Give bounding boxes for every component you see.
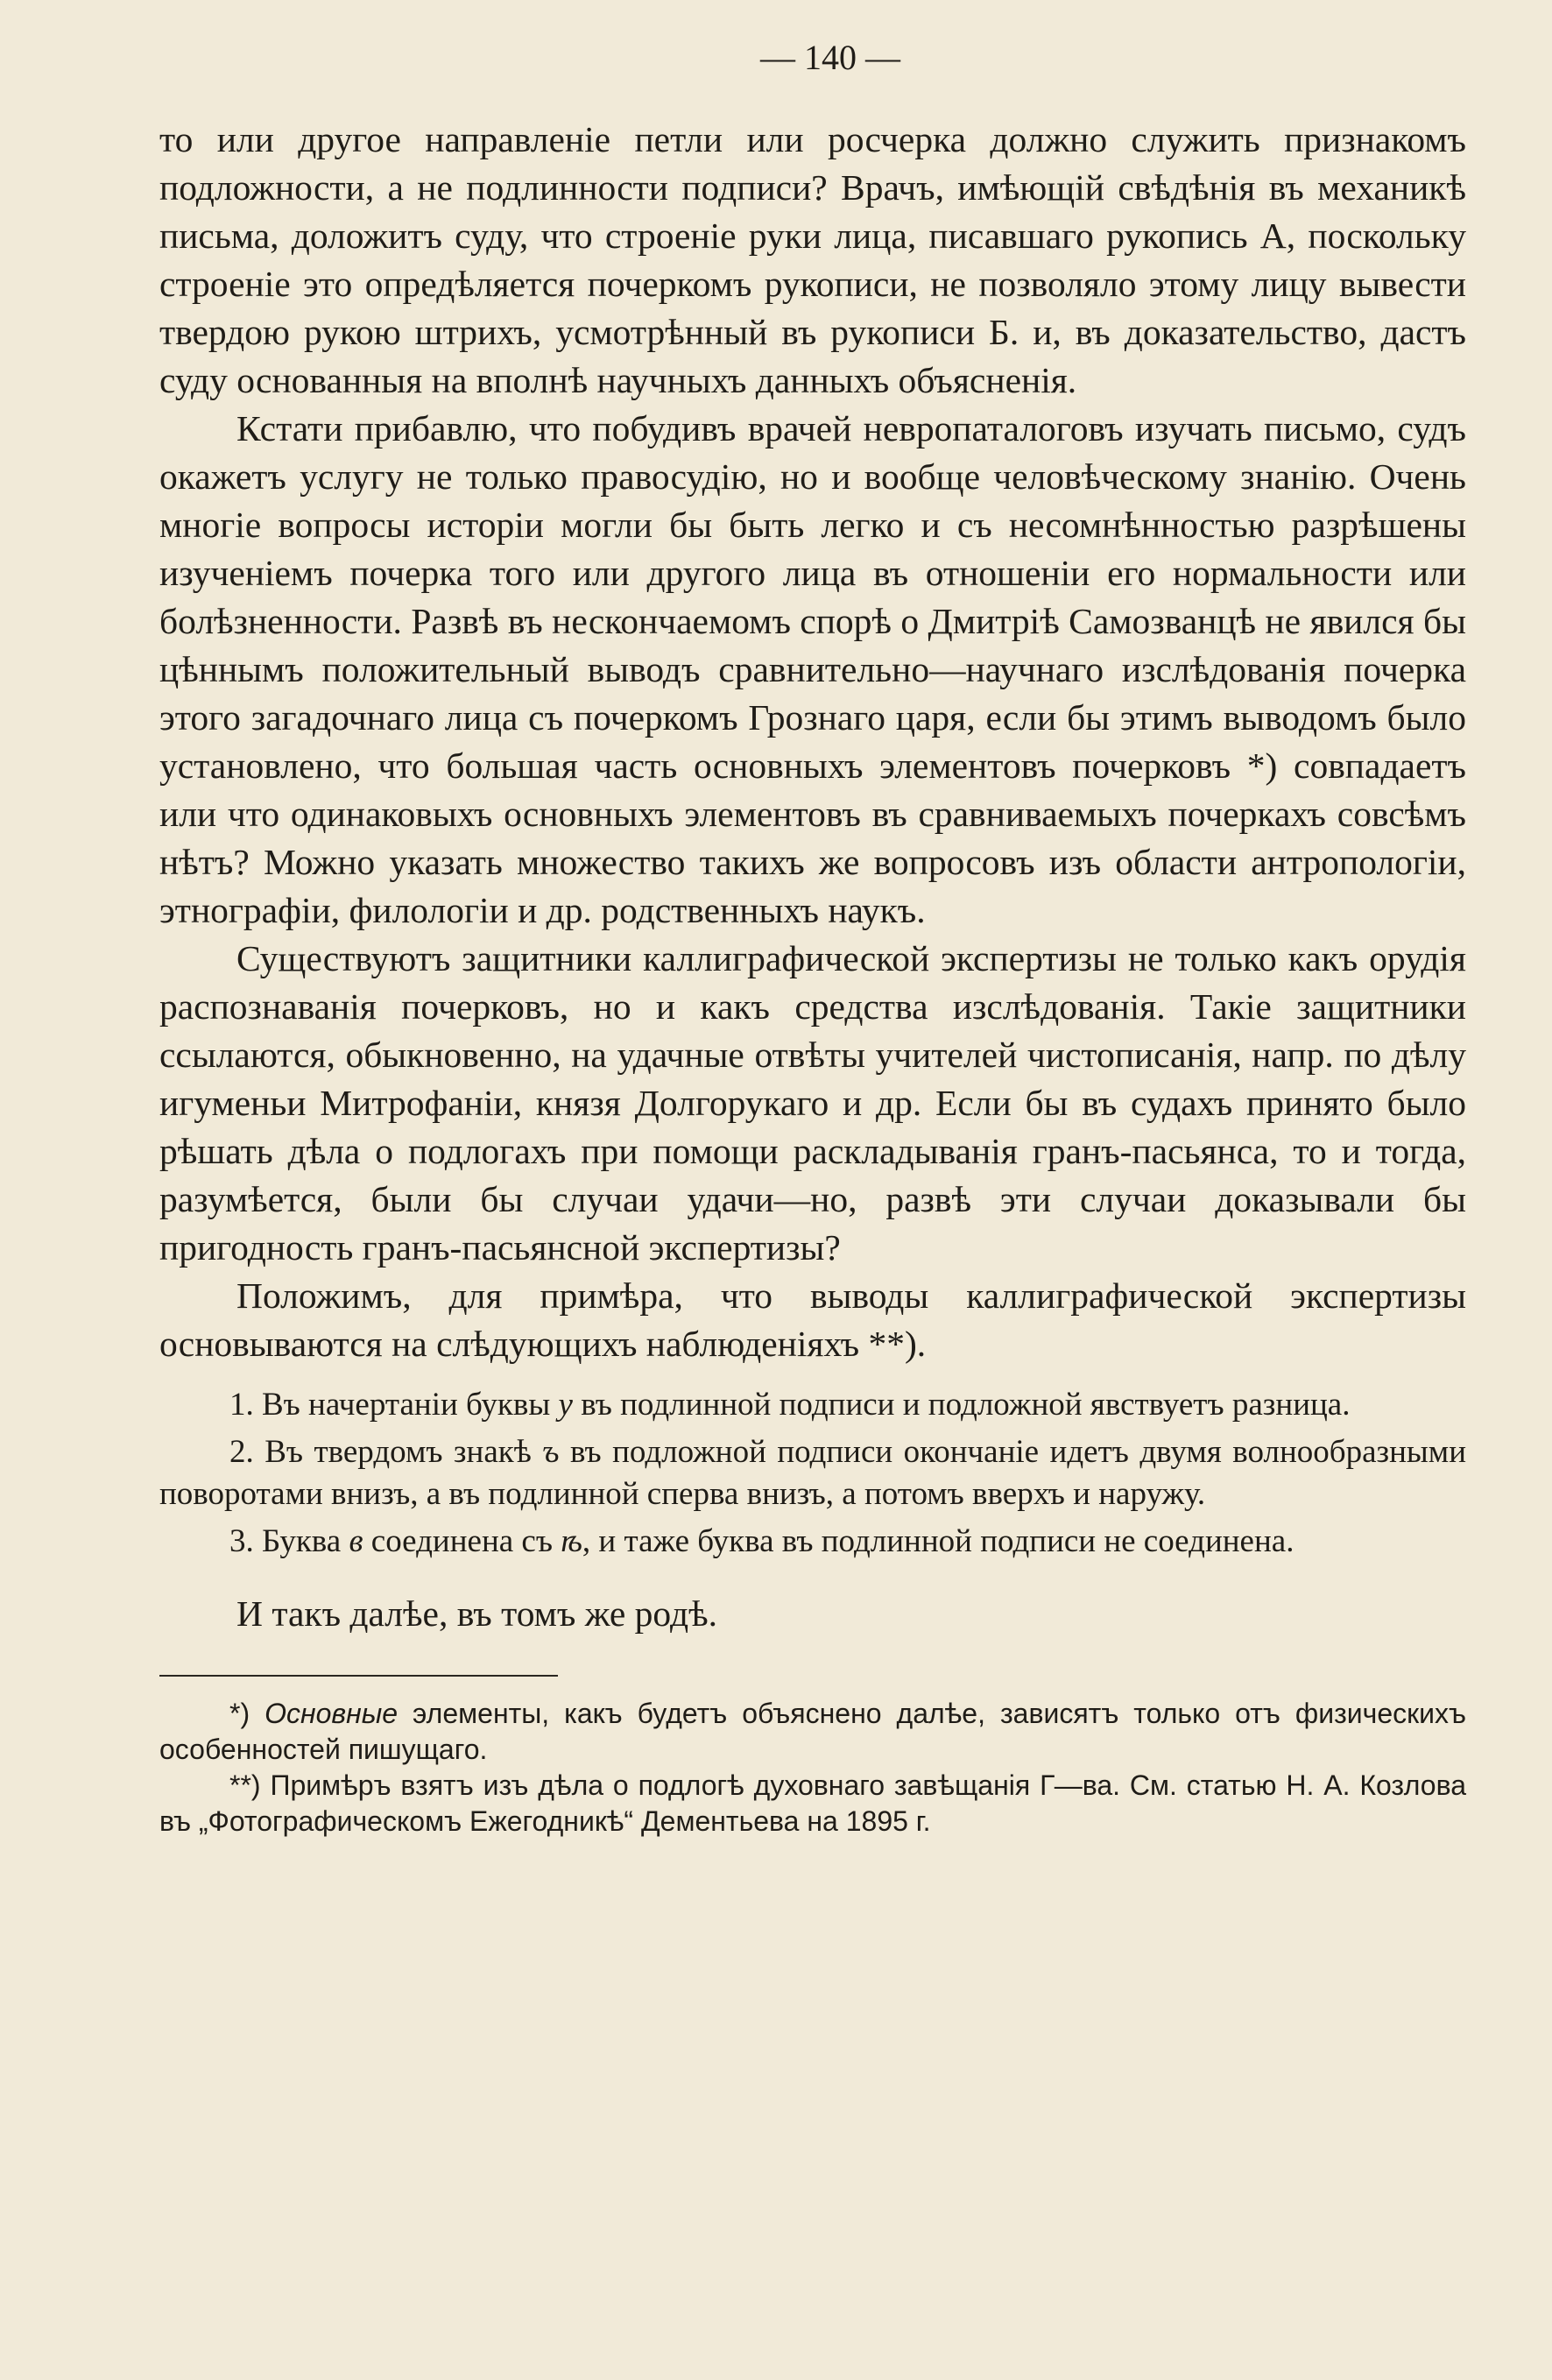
footnote-marker: **) <box>229 1769 271 1801</box>
paragraph-defenders: Существуютъ защитники каллиграфической экспертизы не только какъ орудія распознаванія почерковъ, но и какъ средства изслѣдованія. Такіе защитники ссылаются, обыкновенно, на удачные отвѣты учителей чистописанія, напр. по дѣлу игуменьи Митрофаніи, князя Долгорукаго и др. Если бы въ судахъ принято было рѣшать дѣла о подлогахъ при помощи раскладыванія гранъ-пасьянса, то и тогда, разумѣется, были бы случаи удачи—но, развѣ эти случаи доказывали бы пригодность гранъ-пасьянсной экспертизы? <box>159 938 1466 1268</box>
list-item-letter: у <box>558 1387 573 1423</box>
page-number: — 140 — <box>760 38 900 77</box>
paragraph-neuropathologists: Кстати прибавлю, что побудивъ врачей невропаталоговъ изучать письмо, судъ окажетъ услугу не только правосудію, но и вообще человѣческому знанію. Очень многіе вопросы исторіи могли бы быть легко и съ несомнѣнностью разрѣшены изученіемъ почерка того или другого лица въ отношеніи его нормальности или болѣзненности. Развѣ въ нескончаемомъ спорѣ о Дмитріѣ Самозванцѣ не явился бы цѣннымъ положительный выводъ сравнительно—научнаго изслѣдованія почерка этого загадочнаго лица съ почеркомъ Грознаго царя, если бы этимъ выводомъ было установлено, что большая часть основныхъ элементовъ почерковъ *) совпадаетъ или что одинаковыхъ основныхъ элементовъ въ сравниваемыхъ почеркахъ совсѣмъ нѣтъ? Можно указать множество такихъ же вопросовъ изъ области антропологіи, этнографіи, филологіи и др. родственныхъ наукъ. <box>159 408 1466 930</box>
footnote-text: элементы, какъ будетъ объяснено далѣе, зависятъ только отъ физическихъ особенностей пишущаго. <box>159 1697 1467 1765</box>
footnote-marker: *) <box>229 1697 265 1729</box>
footnote-text: Примѣръ взятъ изъ дѣла о подлогѣ духовнаго завѣщанія Г—ва. См. статью Н. А. Козлова въ „Фотографическомъ Ежегодникѣ“ Дементьева на 1895 г. <box>159 1769 1466 1837</box>
footnotes <box>159 1696 1466 1840</box>
observations-list <box>159 1384 1466 1563</box>
list-item <box>159 1384 1466 1426</box>
list-item-letter: в <box>349 1523 363 1559</box>
list-item-text: соединена съ <box>363 1523 561 1559</box>
list-item-text: , и таже буква въ подлинной подписи не соединена. <box>582 1523 1295 1559</box>
footnote-emphasis: Основные <box>265 1697 399 1729</box>
paragraph-continuation: то или другое направленіе петли или росчерка должно служить признакомъ подложности, а не подлинности подписи? Врачъ, имѣющій свѣдѣнія въ механикѣ письма, доложитъ суду, что строеніе руки лица, писавшаго рукопись А, поскольку строеніе это опредѣляется почеркомъ рукописи, не позволяло этому лицу вывести твердою рукою штрихъ, усмотрѣнный въ рукописи Б. и, въ доказательство, дастъ суду основанныя на вполнѣ научныхъ данныхъ объясненія. <box>159 119 1466 400</box>
list-item <box>159 1431 1466 1515</box>
list-item-text: въ подложной подписи окончаніе идетъ двумя волнообразными поворотами внизъ, а въ подлинной сперва внизъ, а потомъ вверхъ и наружу. <box>159 1434 1466 1512</box>
list-item-text: въ подлинной подписи и подложной явствуетъ разница. <box>572 1387 1351 1423</box>
list-item-letter: ѣ <box>561 1523 582 1559</box>
list-item-letter: ъ <box>542 1434 560 1470</box>
list-item-text: 2. Въ твердомъ знакѣ <box>229 1434 543 1470</box>
list-item-text: 3. Буква <box>229 1523 349 1559</box>
footnote <box>159 1696 1466 1768</box>
footnote <box>159 1768 1466 1840</box>
closing-line: И такъ далѣе, въ томъ же родѣ. <box>236 1593 718 1634</box>
list-item-text: 1. Въ начертаніи буквы <box>229 1387 559 1423</box>
paragraph-example: Положимъ, для примѣра, что выводы каллиграфической экспертизы основываются на слѣдующихъ наблюденіяхъ **). <box>159 1275 1466 1364</box>
main-text <box>159 116 1466 1368</box>
footnote-divider <box>159 1675 558 1677</box>
list-item <box>159 1521 1466 1563</box>
book-page <box>159 33 1466 2328</box>
